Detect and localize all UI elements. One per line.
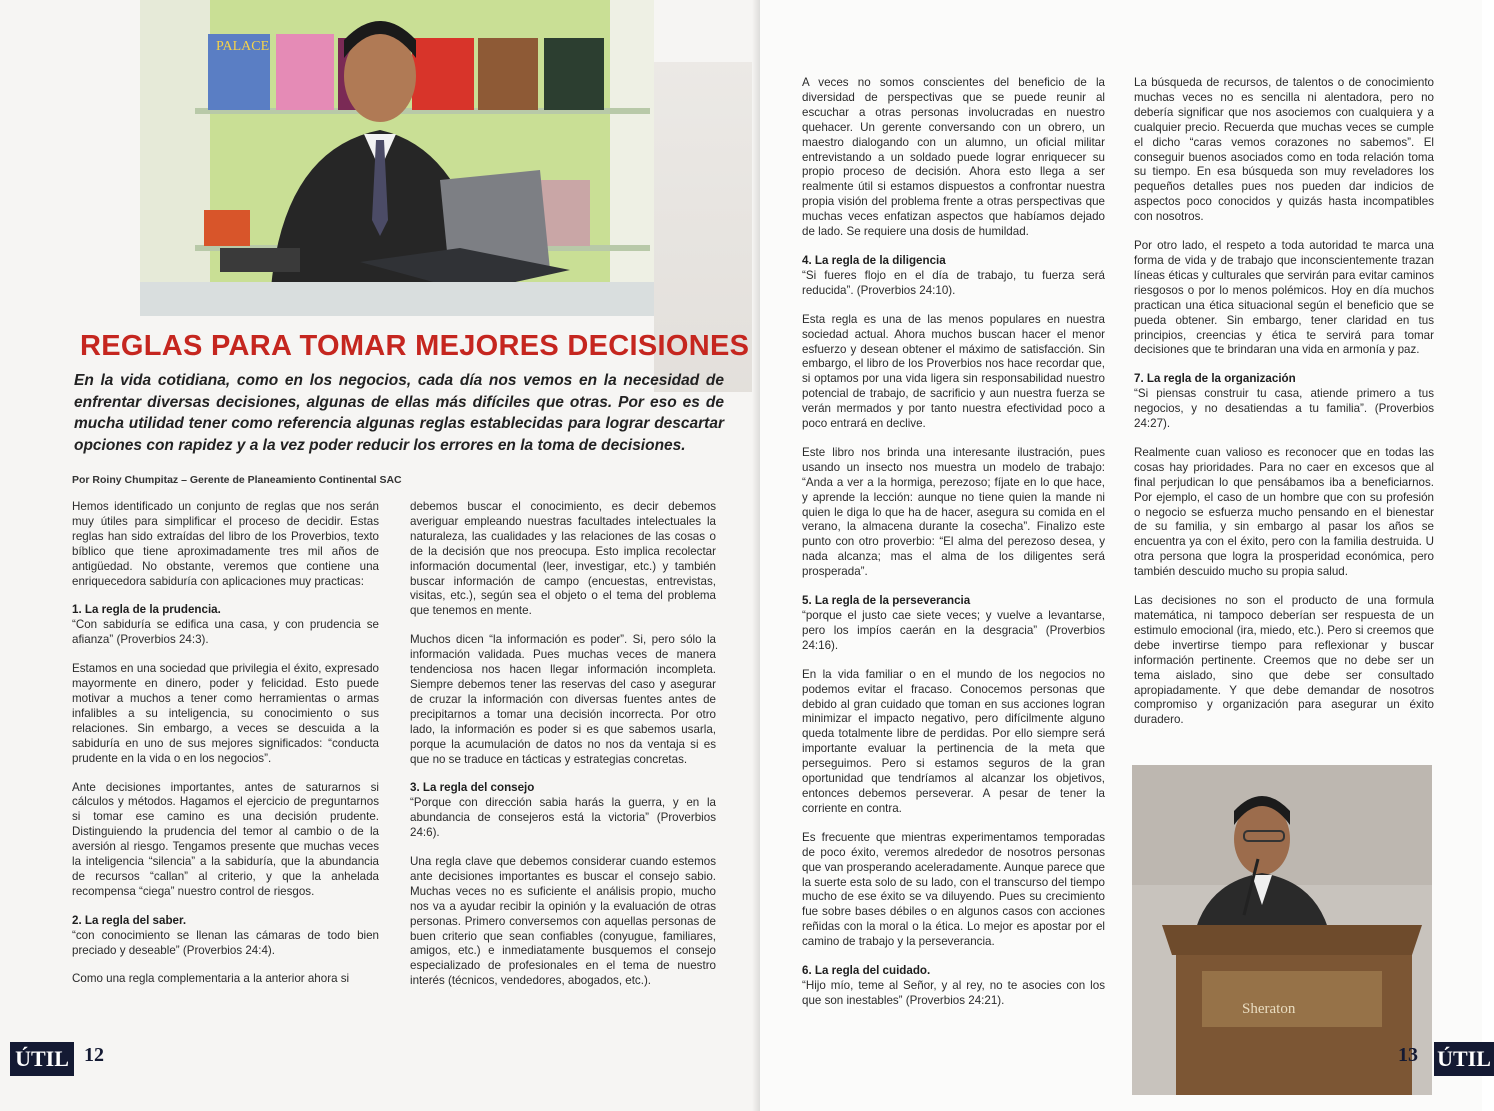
rule-quote: “Porque con dirección sabia harás la guerra, y en la abundancia de consejeros está la victoria” (Proverbios 24:6). xyxy=(410,796,716,840)
magazine-brand-left: ÚTIL xyxy=(10,1042,74,1076)
paragraph: A veces no somos conscientes del beneficio de la diversidad de perspectivas que se puede reunir al escuchar a otras personas involucradas en nuestro quehacer. Un gerente conversando con un obrero, un maestro dialogando con un alumno, un oficial militar entrevistando a un soldado puede lograr enriquecer su propio proceso de decisión. Ahora esto llega a ser realmente útil si estamos dispuestos a confrontar nuestra propia visión del problema frente a otras perspectivas que muchas veces enfatizan aspectos que habíamos dejado de lado. Se requiere una dosis de humildad. xyxy=(802,76,1105,239)
rule-quote: “Si fueres flojo en el día de trabajo, tu fuerza será reducida”. (Proverbios 24:10). xyxy=(802,268,1105,297)
paragraph: Ante decisiones importantes, antes de saturarnos si cálculos y métodos. Hagamos el ejercicio de preguntarnos si tomar ese camino es una decisión prudente. Distinguiendo la prudencia del temor al cambio o de la aversión al riesgo. Tengamos presente que muchas veces la inteligencia “silencia” a la sabiduría, que la abundancia de recursos “callan” al criterio, y que la anhelada recompensa “ciega” nuestro control de riesgos. xyxy=(72,780,379,898)
magazine-brand-right: ÚTIL xyxy=(1434,1042,1494,1076)
magazine-title: PALACE xyxy=(216,39,270,54)
podium-logo-text: Sheraton xyxy=(1242,1001,1296,1017)
article-headline: REGLAS PARA TOMAR MEJORES DECISIONES xyxy=(80,330,750,362)
paragraph: Esta regla es una de las menos populares en nuestra sociedad actual. Ahora muchos buscan hacer el menor esfuerzo y desean obtener el máximo de satisfacción. Sin embargo, el libro de los Proverbios nos hace recordar que, si optamos por una vida ligera sin responsabilidad nuestro potencial de trabajo, de sacrificio y aun nuestra fuerza se verán mermados y por tanto nuestra efectividad poco a poco entrará en declive. xyxy=(802,312,1105,431)
paragraph: En la vida familiar o en el mundo de los negocios no podemos evitar el fracaso. Conocemos personas que debido al gran cuidado que toman en sus acciones logran minimizar el impacto negativo, pero difícilmente alguno queda totalmente libre de perdidas. Por ello siempre será importante evaluar la pertinencia de la meta que perseguimos. Pero si estamos seguros de la gran oportunidad que tendríamos al alcanzar los objetivos, entonces debemos perseverar. A pesar de tener la corriente en contra. xyxy=(802,667,1105,815)
rule-quote: “porque el justo cae siete veces; y vuelve a levantarse, pero los impíos caerán en la desgracia” (Proverbios 24:16). xyxy=(802,609,1105,652)
page-number-right: 13 xyxy=(1398,1044,1418,1066)
paragraph: Por otro lado, el respeto a toda autoridad te marca una forma de vida y de trabajo que inconscientemente trazan líneas éticas y culturales que servirán para evitar caminos riesgosos o por lo menos polémicos. Hoy en día muchos practican una ética situacional según el beneficio que se pueda obtener. Sin embargo, tener claridad en tus principios, creencias y ética te servirá para tomar decisiones que te brindaran una vida en armonía y paz. xyxy=(1134,239,1434,357)
right-page xyxy=(760,0,1491,1111)
podium-photo-illustration xyxy=(1132,765,1432,1095)
rule-heading-diligencia: 4. La regla de la diligencia xyxy=(802,253,946,267)
paragraph: Las decisiones no son el producto de una formula matemática, ni tampoco deberían ser respuesta de un estimulo emocional (ira, miedo, etc.). Pero si creemos que debe invertirse tiempo para reflexionar y buscar información pertinente. Creemos que no debe ser un tema aislado, sino que debe ser consultado apropiadamente. Y que debe demandar de nosotros compromiso y organización para asegurar un éxito duradero. xyxy=(1134,594,1434,727)
photo-speaker-at-podium xyxy=(1132,765,1432,1095)
paragraph: Estamos en una sociedad que privilegia el éxito, expresado mayormente en dinero, poder y felicidad. Esto puede motivar a muchos a tener como herramientas o armas infalibles a su inteligencia, su conocimiento o sus relaciones. Sin embargo, a veces se descuida a la sabiduría en uno de sus mejores significados: “conducta prudente en la vida o en los negocios”. xyxy=(72,662,379,765)
rule-heading-cuidado: 6. La regla del cuidado. xyxy=(802,964,931,978)
rule-heading-organizacion: 7. La regla de la organización xyxy=(1134,372,1296,386)
body-column-3 xyxy=(802,76,1105,1023)
rule-quote: “Hijo mío, teme al Señor, y al rey, no te asocies con los que son inestables” (Proverbios 24:21). xyxy=(802,978,1105,1007)
paragraph: Es frecuente que mientras experimentamos temporadas de poco éxito, veremos alrededor de nosotros personas que van prosperando aceleradamente. Aunque parece que la suerte esta solo de su lado, con el transcurso del tiempo mucho de ese éxito se va diluyendo. Pues su crecimiento fue sobre bases débiles o en algunos casos con acciones reñidas con la moral o la ética. Lo mejor es apostar por el camino de trabajo y la perseverancia. xyxy=(802,830,1105,949)
article-byline: Por Roiny Chumpitaz – Gerente de Planeamiento Continental SAC xyxy=(72,474,402,486)
body-column-2 xyxy=(410,500,716,1003)
rule-heading-perseverancia: 5. La regla de la perseverancia xyxy=(802,594,971,608)
body-column-1 xyxy=(72,500,379,1001)
rule-quote: “con conocimiento se llenan las cámaras de todo bien preciado y deseable” (Proverbios 24:4). xyxy=(72,928,379,957)
rule-quote: “Si piensas construir tu casa, atiende primero a tus negocios, y no desatiendas a tu familia”. (Proverbios 24:27). xyxy=(1134,387,1434,431)
paragraph: Este libro nos brinda una interesante ilustración, pues usando un insecto nos muestra un modelo de trabajo: “Anda a ver a la hormiga, perezoso; fíjate en lo que hace, y aprende la lección: aunque no tiene quien la mande ni quien le diga lo que ha de hacer, asegura su comida en el verano, la almacena durante la cosecha”. Finalizo este punto con otro proverbio: “El alma del perezoso desea, y nada alcanza; mas el alma de los diligentes será prosperada”. xyxy=(802,445,1105,579)
body-column-4 xyxy=(1134,76,1434,742)
paragraph: debemos buscar el conocimiento, es decir debemos averiguar empleando nuestras facultades intelectuales la naturaleza, las cualidades y las relaciones de las cosas o de la decisión que nos preocupa. Esto implica recolectar información documental (leer, investigar, etc.) y también buscar información de campo (encuestas, entrevistas, visitas, etc.), según sea el objeto o el tema del problema que tenemos en mente. xyxy=(410,500,716,618)
rule-heading-consejo: 3. La regla del consejo xyxy=(410,781,535,795)
paragraph: Muchos dicen “la información es poder”. Si, pero sólo la información validada. Pues muchas veces de manera tendenciosa nos hacen llegar información incompleta. Siempre debemos tener las reservas del caso y asegurar de cruzar la información con diversas fuentes antes de precipitarnos a tomar una decisión incorrecta. Por otro lado, la información es poder si es que sabemos usarla, porque la acumulación de datos no nos da ventaja si es que no se traduce en tácticas y estrategias concretas. xyxy=(410,633,716,766)
photo-man-at-desk xyxy=(140,0,654,316)
paragraph: Una regla clave que debemos considerar cuando estemos ante decisiones importantes es buscar el consejo sabio. Muchas veces no es suficiente el análisis propio, mucho nos va a ayudar recibir la opinión y la evaluación de otras personas. Primero conversemos con aquellas personas de buen criterio que sean confiables (conyugue, familiares, amigos, etc.) e inmediatamente busquemos el consejo especializado de profesionales en el tema de nuestro interés (técnicos, vendedores, abogados, etc.). xyxy=(410,855,716,988)
paragraph: Hemos identificado un conjunto de reglas que nos serán muy útiles para simplificar el proceso de decidir. Estas reglas han sido extraídas del libro de los Proverbios, texto bíblico que tiene aproximadamente tres mil años de antigüedad. No obstante, veremos que contiene una enriquecedora sabiduría con aplicaciones muy practicas: xyxy=(72,500,379,588)
paragraph: Realmente cuan valioso es reconocer que en todas las cosas hay prioridades. Para no caer en excesos que al final perjudican lo que pensábamos iba a beneficiarnos. Por ejemplo, el caso de un hombre que con su profesión o negocio se esfuerza mucho pensando en el bienestar de su familia, y sin embargo al pasar los años se encuentra ya con el éxito, pero con la familia destruida. U otra persona que logra la prosperidad económica, pero también descuido mucho su propia salud. xyxy=(1134,445,1434,579)
page-number-left: 12 xyxy=(84,1044,104,1066)
paragraph: La búsqueda de recursos, de talentos o de conocimiento muchas veces no es sencilla ni alentadora, pero no debería significar que nos asociemos con cualquiera y a cualquier precio. Recuerda que muchas veces se cumple el dicho “caras vemos corazones no sabemos”. El conseguir buenos asociados como en toda relación toma su tiempo. En esa búsqueda son muy reveladores los pequeños detalles pues nos pueden dar indicios de aspectos poco conocidos y quizás hasta incompatibles con nosotros. xyxy=(1134,76,1434,224)
desk-photo-illustration xyxy=(140,0,654,316)
article-deck: En la vida cotidiana, como en los negocios, cada día nos vemos en la necesidad de enfrentar diversas decisiones, algunas de ellas más difíciles que otras. Por eso es de mucha utilidad tener como referencia algunas reglas establecidas para lograr descartar opciones con rapidez y a la vez poder reducir los errores en la toma de decisiones. xyxy=(74,372,724,454)
rule-heading-saber: 2. La regla del saber. xyxy=(72,913,187,927)
paragraph: Como una regla complementaria a la anterior ahora si xyxy=(72,972,350,986)
rule-heading-prudencia: 1. La regla de la prudencia. xyxy=(72,603,221,617)
rule-quote: “Con sabiduría se edifica una casa, y con prudencia se afianza” (Proverbios 24:3). xyxy=(72,618,379,647)
